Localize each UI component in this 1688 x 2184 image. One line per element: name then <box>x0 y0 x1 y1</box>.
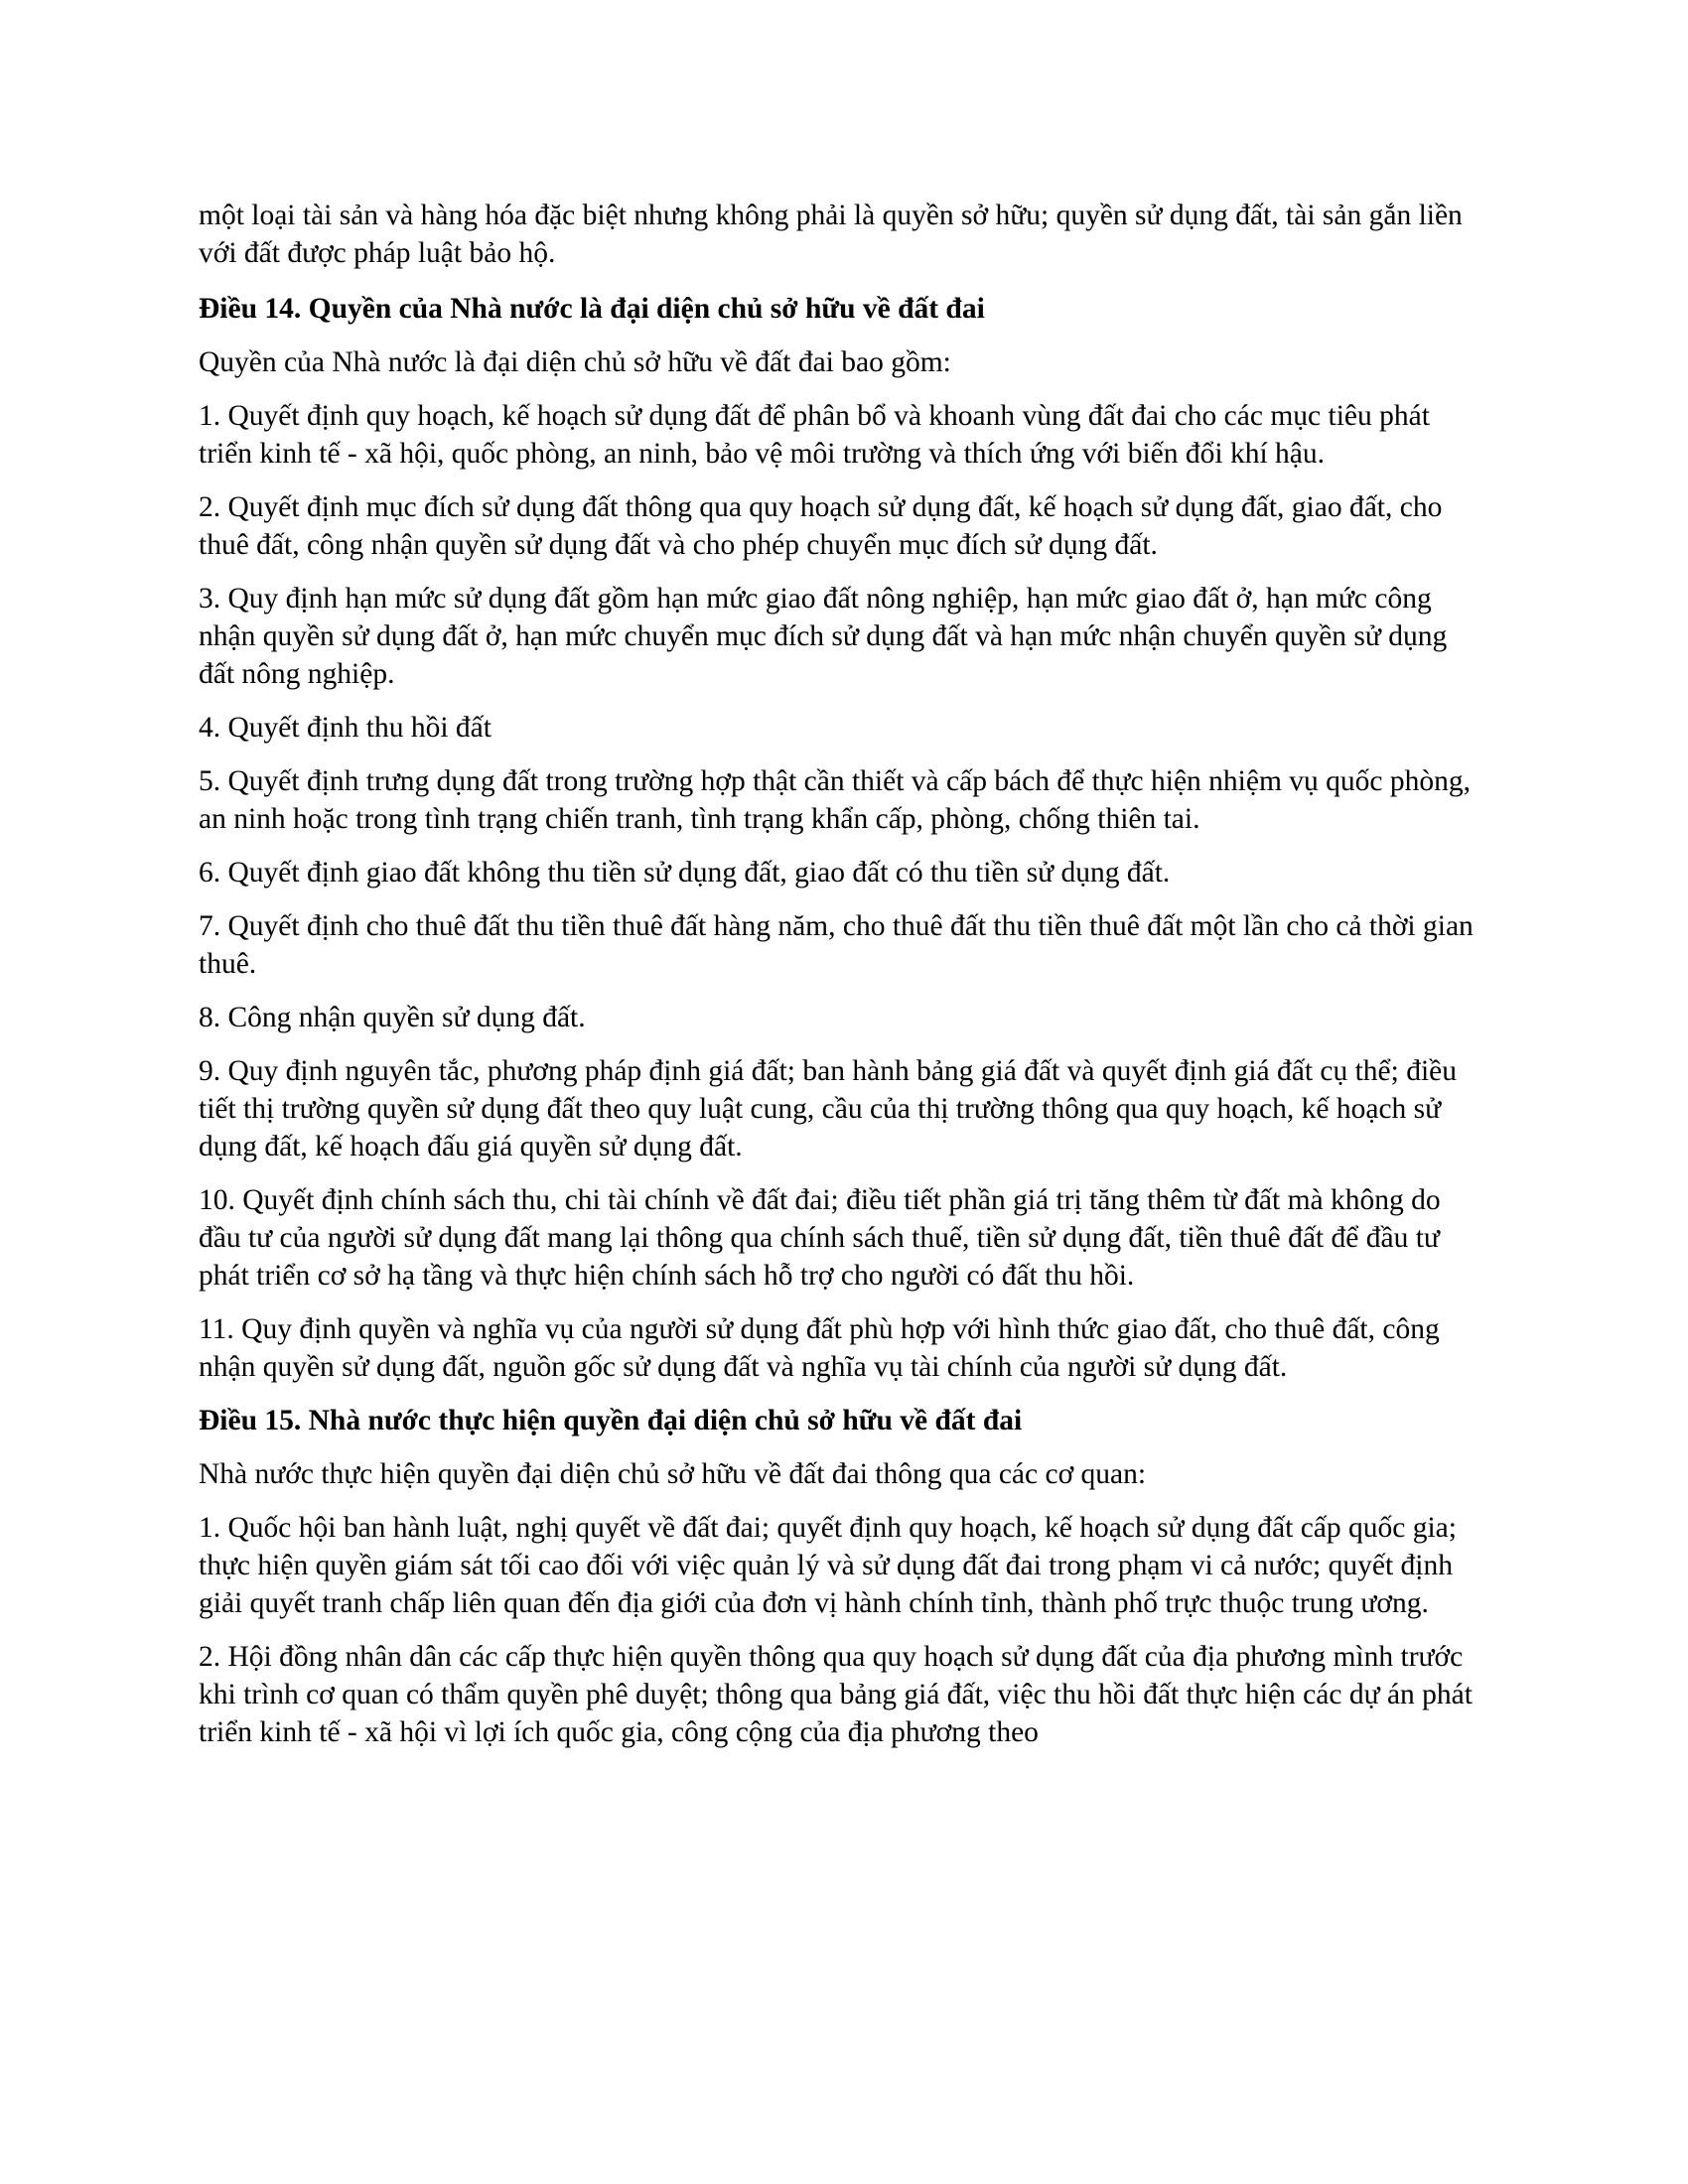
article-15-item: 2. Hội đồng nhân dân các cấp thực hiện quyền thông qua quy hoạch sử dụng đất của địa phương mình trước khi trình cơ quan có thẩm quyền phê duyệt; thông qua bảng giá đất, việc thu hồi đất thực hiện các dự án phát triển kinh tế - xã hội vì lợi ích quốc gia, công cộng của địa phương theo <box>199 1641 1473 1748</box>
article-14-item: 6. Quyết định giao đất không thu tiền sử dụng đất, giao đất có thu tiền sử dụng đất. <box>199 857 1171 888</box>
article-14-item: 9. Quy định nguyên tắc, phương pháp định giá đất; ban hành bảng giá đất và quyết định giá đất cụ thể; điều tiết thị trường quyền sử dụng đất theo quy luật cung, cầu của thị trường thông qua quy hoạch, kế hoạch sử dụng đất, kế hoạch đấu giá quyền sử dụng đất. <box>199 1055 1458 1162</box>
article-15-title: Điều 15. Nhà nước thực hiện quyền đại diện chủ sở hữu về đất đai <box>199 1405 1023 1436</box>
article-14-item: 2. Quyết định mục đích sử dụng đất thông qua quy hoạch sử dụng đất, kế hoạch sử dụng đất, giao đất, cho thuê đất, công nhận quyền sử dụng đất và cho phép chuyển mục đích sử dụng đất. <box>199 491 1443 561</box>
article-14-item: 10. Quyết định chính sách thu, chi tài chính về đất đai; điều tiết phần giá trị tăng thêm từ đất mà không do đầu tư của người sử dụng đất mang lại thông qua chính sách thuế, tiền sử dụng đất, tiền thuê đất để đầu tư phát triển cơ sở hạ tầng và thực hiện chính sách hỗ trợ cho người có đất thu hồi. <box>199 1184 1441 1292</box>
article-14-item: 7. Quyết định cho thuê đất thu tiền thuê đất hàng năm, cho thuê đất thu tiền thuê đất một lần cho cả thời gian thuê. <box>199 910 1474 980</box>
article-14-item: 11. Quy định quyền và nghĩa vụ của người sử dụng đất phù hợp với hình thức giao đất, cho thuê đất, công nhận quyền sử dụng đất, nguồn gốc sử dụng đất và nghĩa vụ tài chính của người sử dụng đất. <box>199 1313 1440 1383</box>
article-14-item: 4. Quyết định thu hồi đất <box>199 712 492 744</box>
article-14-item: 1. Quyết định quy hoạch, kế hoạch sử dụng đất để phân bổ và khoanh vùng đất đai cho các mục tiêu phát triển kinh tế - xã hội, quốc phòng, an ninh, bảo vệ môi trường và thích ứng với biến đổi khí hậu. <box>199 400 1430 470</box>
article-15-item: 1. Quốc hội ban hành luật, nghị quyết về đất đai; quyết định quy hoạch, kế hoạch sử dụng đất cấp quốc gia; thực hiện quyền giám sát tối cao đối với việc quản lý và sử dụng đất đai trong phạm vi cả nước; quyết định giải quyết tranh chấp liên quan đến địa giới của đơn vị hành chính tỉnh, thành phố trực thuộc trung ương. <box>199 1512 1457 1619</box>
continuation-paragraph: một loại tài sản và hàng hóa đặc biệt nhưng không phải là quyền sở hữu; quyền sử dụng đất, tài sản gắn liền với đất được pháp luật bảo hộ. <box>199 200 1463 269</box>
document-page <box>199 197 1489 1767</box>
article-14-item: 5. Quyết định trưng dụng đất trong trường hợp thật cần thiết và cấp bách để thực hiện nhiệm vụ quốc phòng, an ninh hoặc trong tình trạng chiến tranh, tình trạng khẩn cấp, phòng, chống thiên tai. <box>199 765 1472 835</box>
article-14-intro: Quyền của Nhà nước là đại diện chủ sở hữu về đất đai bao gồm: <box>199 346 951 378</box>
article-14-item: 8. Công nhận quyền sử dụng đất. <box>199 1002 586 1033</box>
article-14-title: Điều 14. Quyền của Nhà nước là đại diện chủ sở hữu về đất đai <box>199 293 985 325</box>
article-15-intro: Nhà nước thực hiện quyền đại diện chủ sở hữu về đất đai thông qua các cơ quan: <box>199 1458 1147 1490</box>
article-14-item: 3. Quy định hạn mức sử dụng đất gồm hạn mức giao đất nông nghiệp, hạn mức giao đất ở, hạn mức công nhận quyền sử dụng đất ở, hạn mức chuyển mục đích sử dụng đất và hạn mức nhận chuyển quyền sử dụng đất nông nghiệp. <box>199 583 1448 690</box>
